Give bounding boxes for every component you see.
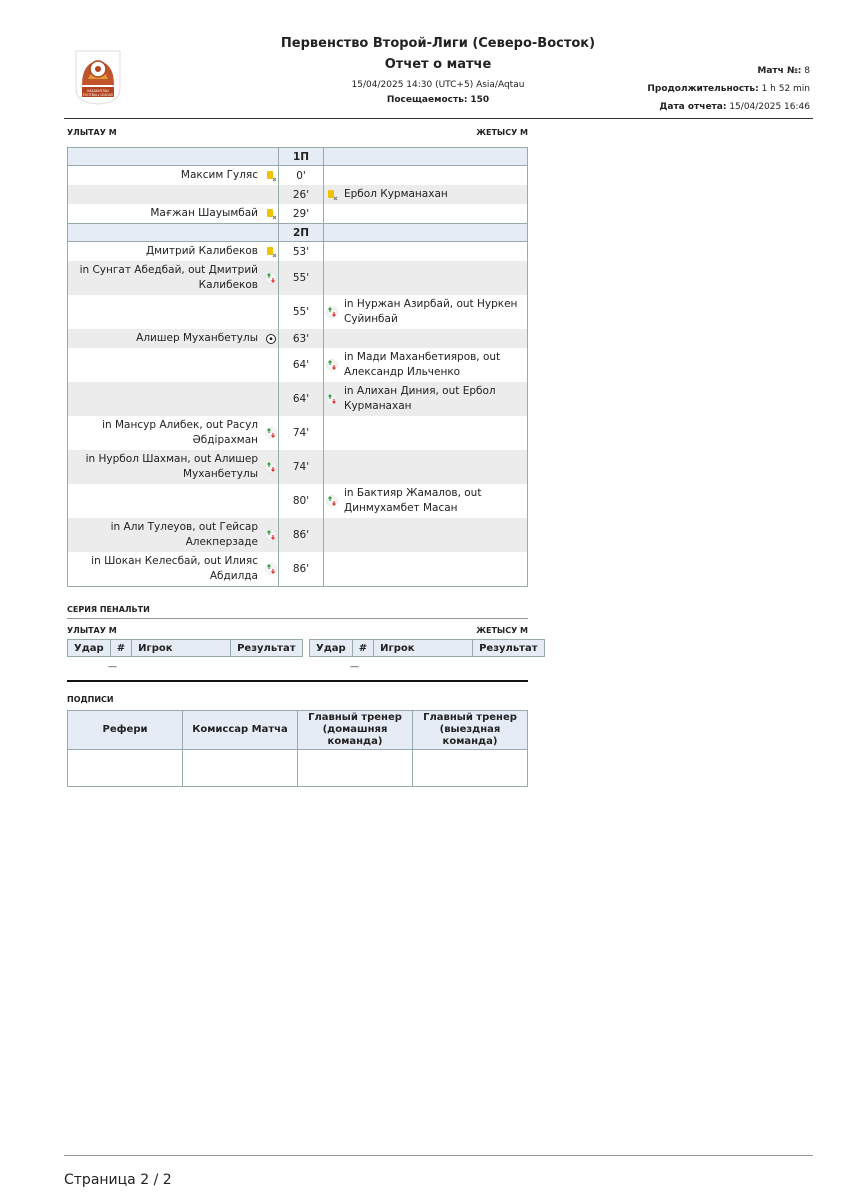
away-event-text: Ербол Курманахан [340,185,528,204]
away-event-text: in Мади Маханбетияров, out Александр Ильченко [340,348,528,382]
sig-home-coach-header: Главный тренер (домашняя команда) [298,711,413,750]
sig-referee-header: Рефери [68,711,183,750]
empty-cell [324,204,341,224]
event-row [68,329,528,348]
empty-cell [324,450,341,484]
home-event-text: in Нурбол Шахман, out Алишер Муханбетулы [68,450,265,484]
home-event-text [68,295,265,329]
sig-commissioner-box[interactable] [183,750,298,787]
penalty-away-table [309,639,545,657]
empty-cell [324,166,341,186]
away-event-text [340,166,528,186]
header-divider [64,118,813,119]
attendance: Посещаемость: 150 [386,95,490,105]
competition-title: Первенство Второй-Лиги (Северо-Восток) [280,36,596,51]
penalty-bottom-rule [67,680,528,682]
substitution-icon [324,348,341,382]
empty-cell [324,552,341,587]
home-event-text: Максим Гуляс [68,166,265,186]
away-team-name: ЖЕТЫСУ М [476,128,528,137]
footer-divider [64,1155,813,1156]
home-event-text: in Сунгат Абедбай, out Дмитрий Калибеков [68,261,265,295]
event-minute: 29' [279,204,324,224]
period-header-second [68,224,528,242]
period-label: 1П [279,148,324,166]
pen-col-player: Игрок [374,640,473,657]
event-minute: 64' [279,382,324,416]
pen-col-shot: Удар [310,640,353,657]
empty-cell [264,185,279,204]
home-event-text [68,484,265,518]
event-row [68,166,528,186]
yellow-card-icon [324,185,341,204]
penalty-divider [67,618,528,619]
substitution-icon [324,295,341,329]
match-meta [647,62,810,116]
substitution-icon [324,484,341,518]
pen-col-number: # [352,640,373,657]
away-event-text [340,204,528,224]
penalty-away-empty: — [350,662,359,672]
event-row [68,295,528,329]
away-event-text: in Бактияр Жамалов, out Динмухамбет Масан [340,484,528,518]
substitution-icon [264,450,279,484]
signatures-section-title: ПОДПИСИ [67,695,114,704]
event-row [68,242,528,262]
sig-commissioner-header: Комиссар Матча [183,711,298,750]
event-minute: 74' [279,450,324,484]
report-date: Дата отчета: 15/04/2025 16:46 [659,102,810,112]
away-event-text [340,261,528,295]
svg-text:FOOTBALL LEAGUE: FOOTBALL LEAGUE [82,93,114,97]
pen-col-number: # [110,640,131,657]
home-team-name: УЛЫТАУ М [67,128,117,137]
event-minute: 86' [279,518,324,552]
home-event-text [68,382,265,416]
away-event-text: in Алихан Диния, out Ербол Курманахан [340,382,528,416]
event-minute: 0' [279,166,324,186]
penalty-section-title: СЕРИЯ ПЕНАЛЬТИ [67,605,150,614]
home-event-text: Дмитрий Калибеков [68,242,265,262]
away-event-text [340,242,528,262]
event-minute: 53' [279,242,324,262]
event-minute: 64' [279,348,324,382]
event-row [68,416,528,450]
away-event-text [340,450,528,484]
penalty-away-team: ЖЕТЫСУ М [476,626,528,635]
home-event-text: in Шокан Келесбай, out Илияс Абдилда [68,552,265,587]
event-row [68,382,528,416]
event-row [68,185,528,204]
empty-cell [324,416,341,450]
substitution-icon [264,261,279,295]
away-event-text [340,552,528,587]
yellow-card-icon [264,242,279,262]
empty-cell [264,348,279,382]
period-header-first [68,148,528,166]
match-duration: Продолжительность: 1 h 52 min [647,84,810,94]
pen-col-result: Результат [231,640,302,657]
empty-cell [324,261,341,295]
penalty-teams-row [67,626,528,635]
home-event-text: in Мансур Алибек, out Расул Әбдірахман [68,416,265,450]
empty-cell [324,242,341,262]
event-row [68,204,528,224]
event-minute: 55' [279,261,324,295]
yellow-card-icon [264,204,279,224]
empty-cell [324,329,341,348]
away-event-text [340,518,528,552]
home-event-text [68,185,265,204]
home-event-text: Алишер Муханбетулы [68,329,265,348]
home-event-text: Мағжан Шауымбай [68,204,265,224]
event-minute: 55' [279,295,324,329]
period-label: 2П [279,224,324,242]
away-event-text [340,329,528,348]
goal-ball-icon [264,329,279,348]
home-event-text: in Али Тулеуов, out Гейсар Алекперзаде [68,518,265,552]
event-row [68,484,528,518]
event-minute: 63' [279,329,324,348]
page-number: Страница 2 / 2 [64,1172,172,1188]
away-event-text: in Нуржан Азирбай, out Нуркен Суйинбай [340,295,528,329]
event-row [68,450,528,484]
empty-cell [264,382,279,416]
substitution-icon [264,416,279,450]
yellow-card-icon [264,166,279,186]
report-header [280,34,596,105]
sig-home-coach-box[interactable] [298,750,413,787]
penalty-home-team: УЛЫТАУ М [67,626,117,635]
home-event-text [68,348,265,382]
empty-cell [264,295,279,329]
event-row [68,348,528,382]
sig-referee-box[interactable] [68,750,183,787]
match-number: Матч №: 8 [757,66,810,76]
empty-cell [324,518,341,552]
pen-col-result: Результат [473,640,544,657]
report-subtitle: Отчет о матче [384,57,492,72]
penalty-home-table [67,639,303,657]
sig-away-coach-box[interactable] [413,750,528,787]
sig-away-coach-header: Главный тренер (выездная команда) [413,711,528,750]
pen-col-shot: Удар [68,640,111,657]
event-row [68,261,528,295]
penalty-home-empty: — [108,662,117,672]
event-row [68,552,528,587]
teams-row [67,128,528,137]
match-events-table [67,147,528,587]
league-crest-icon [74,49,122,105]
substitution-icon [264,518,279,552]
svg-text:KAZAKHSTAN: KAZAKHSTAN [87,89,109,93]
pen-col-player: Игрок [132,640,231,657]
match-datetime: 15/04/2025 14:30 (UTC+5) Asia/Aqtau [351,80,525,90]
signatures-table [67,710,528,787]
substitution-icon [264,552,279,587]
empty-cell [264,484,279,518]
substitution-icon [324,382,341,416]
event-row [68,518,528,552]
event-minute: 74' [279,416,324,450]
event-minute: 26' [279,185,324,204]
event-minute: 80' [279,484,324,518]
away-event-text [340,416,528,450]
event-minute: 86' [279,552,324,587]
